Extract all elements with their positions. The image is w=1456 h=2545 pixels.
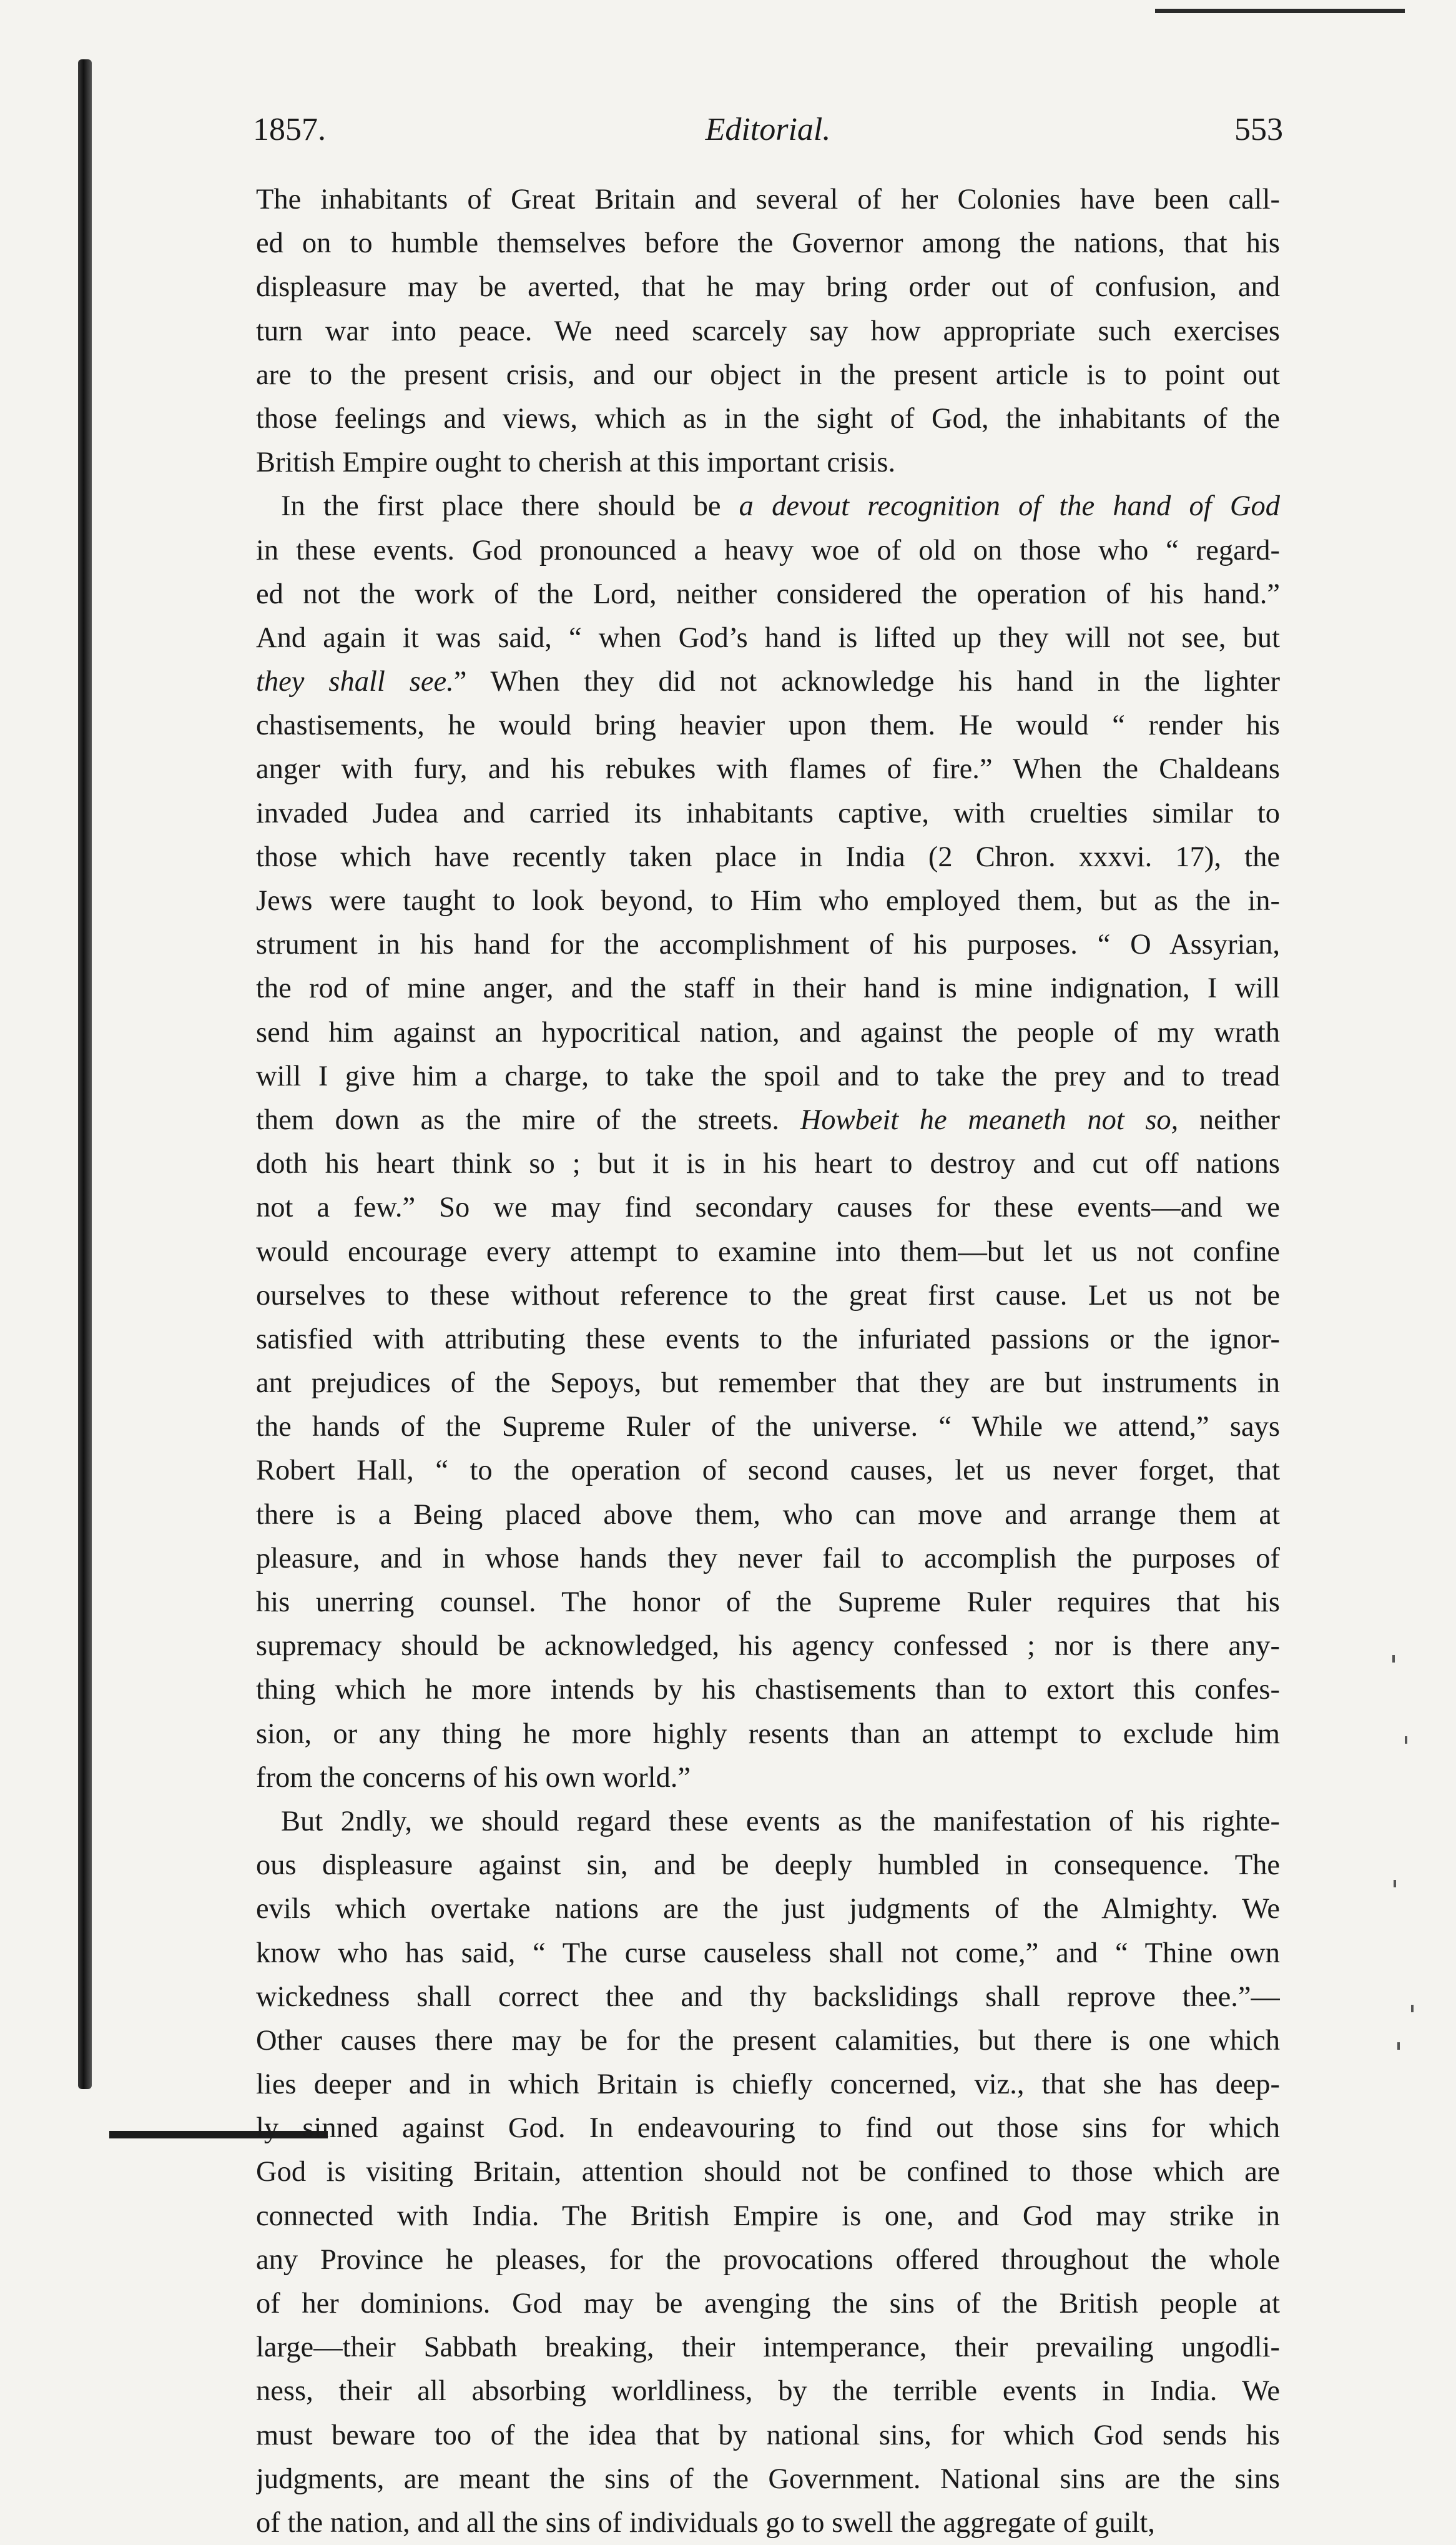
text-line: anger with fury, and his rebukes with flames of fire.” When the Chaldeans [256, 753, 1280, 786]
text-line: displeasure may be averted, that he may bring order out of confusion, and [256, 271, 1280, 304]
header-page-number: 553 [1234, 112, 1283, 147]
text-line: And again it was said, “ when God’s hand is lifted up they will not see, but [256, 621, 1280, 654]
text-line: are to the present crisis, and our object in the present article is to point out [256, 358, 1280, 391]
text-line: they shall see.” When they did not acknowledge his hand in the lighter [256, 666, 1280, 698]
text-line: British Empire ought to cherish at this important crisis. [256, 447, 896, 479]
text-line: from the concerns of his own world.” [256, 1761, 691, 1794]
text-line: satisfied with attributing these events to the infuriated passions or the ignor- [256, 1323, 1280, 1355]
text-line: invaded Judea and carried its inhabitants captive, with cruelties similar to [256, 797, 1280, 829]
text-line: judgments, are meant the sins of the Government. National sins are the sins [256, 2463, 1280, 2495]
text-line: there is a Being placed above them, who can move and arrange them at [256, 1498, 1280, 1531]
text-line: The inhabitants of Great Britain and several of her Colonies have been call- [256, 184, 1280, 215]
text-line: evils which overtake nations are the just judgments of the Almighty. We [256, 1893, 1280, 1925]
text-line: turn war into peace. We need scarcely say how appropriate such exercises [256, 315, 1280, 347]
text-line: pleasure, and in whose hands they never fail to accomplish the purposes of [256, 1542, 1280, 1574]
text-line: ous displeasure against sin, and be deeply humbled in consequence. The [256, 1849, 1280, 1882]
text-line: any Province he pleases, for the provocations offered throughout the whole [256, 2243, 1280, 2276]
text-line: But 2ndly, we should regard these events as the manifestation of his righte- [281, 1805, 1280, 1837]
text-line: of the nation, and all the sins of individuals go to swell the aggregate of guilt, [256, 2506, 1155, 2539]
text-line: large—their Sabbath breaking, their intemperance, their prevailing ungodli- [256, 2331, 1280, 2364]
text-line: send him against an hypocritical nation, and against the people of my wrath [256, 1016, 1280, 1049]
header-section-title: Editorial. [705, 112, 831, 147]
text-line: will I give him a charge, to take the spoil and to take the prey and to tread [256, 1060, 1280, 1092]
text-line: ant prejudices of the Sepoys, but remember that they are but instruments in [256, 1367, 1280, 1400]
text-line: would encourage every attempt to examine into them—but let us not confine [256, 1235, 1280, 1268]
header-year: 1857. [253, 112, 326, 147]
text-line: those feelings and views, which as in the sight of God, the inhabitants of the [256, 402, 1280, 435]
text-line: chastisements, he would bring heavier upon them. He would “ render his [256, 709, 1280, 742]
text-line: Other causes there may be for the present calamities, but there is one which [256, 2024, 1280, 2057]
text-line: must beware too of the idea that by national sins, for which God sends his [256, 2419, 1280, 2451]
text-line: the hands of the Supreme Ruler of the universe. “ While we attend,” says [256, 1411, 1280, 1443]
text-line: thing which he more intends by his chastisements than to extort this confes- [256, 1674, 1280, 1706]
text-line: ly sinned against God. In endeavouring to find out those sins for which [256, 2112, 1280, 2145]
top-rule [1155, 9, 1405, 13]
text-line: In the first place there should be a devout recognition of the hand of God [281, 490, 1280, 523]
text-line: ed on to humble themselves before the Governor among the nations, that his [256, 227, 1280, 260]
text-line: sion, or any thing he more highly resents than an attempt to exclude him [256, 1717, 1280, 1750]
text-line: supremacy should be acknowledged, his agency confessed ; nor is there any- [256, 1630, 1280, 1663]
text-line: doth his heart think so ; but it is in his heart to destroy and cut off nations [256, 1148, 1280, 1180]
text-line: connected with India. The British Empire is one, and God may strike in [256, 2200, 1280, 2232]
text-line: ness, their all absorbing worldliness, by the terrible events in India. We [256, 2375, 1280, 2408]
article-body [256, 178, 1280, 2545]
text-line: his unerring counsel. The honor of the Supreme Ruler requires that his [256, 1586, 1280, 1618]
running-header [253, 105, 1283, 155]
page-binding-edge [78, 59, 92, 2089]
text-line: know who has said, “ The curse causeless shall not come,” and “ Thine own [256, 1937, 1280, 1969]
text-line: wickedness shall correct thee and thy backslidings shall reprove thee.”— [256, 1980, 1280, 2013]
margin-specks [1386, 1655, 1424, 2092]
text-line: lies deeper and in which Britain is chiefly concerned, viz., that she has deep- [256, 2068, 1280, 2101]
text-line: of her dominions. God may be avenging the sins of the British people at [256, 2288, 1280, 2320]
text-line: them down as the mire of the streets. Howbeit he meaneth not so, neither [256, 1104, 1280, 1136]
text-line: the rod of mine anger, and the staff in their hand is mine indignation, I will [256, 972, 1280, 1005]
text-line: ourselves to these without reference to the great first cause. Let us not be [256, 1279, 1280, 1312]
text-line: Robert Hall, “ to the operation of second causes, let us never forget, that [256, 1455, 1280, 1487]
text-line: strument in his hand for the accomplishment of his purposes. “ O Assyrian, [256, 929, 1280, 961]
text-line: not a few.” So we may find secondary causes for these events—and we [256, 1192, 1280, 1224]
text-line: God is visiting Britain, attention should not be confined to those which are [256, 2156, 1280, 2188]
text-line: ed not the work of the Lord, neither considered the operation of his hand.” [256, 578, 1280, 610]
text-line: Jews were taught to look beyond, to Him who employed them, but as the in- [256, 885, 1280, 917]
text-line: in these events. God pronounced a heavy woe of old on those who “ regard- [256, 534, 1280, 566]
text-line: those which have recently taken place in India (2 Chron. xxxvi. 17), the [256, 841, 1280, 873]
